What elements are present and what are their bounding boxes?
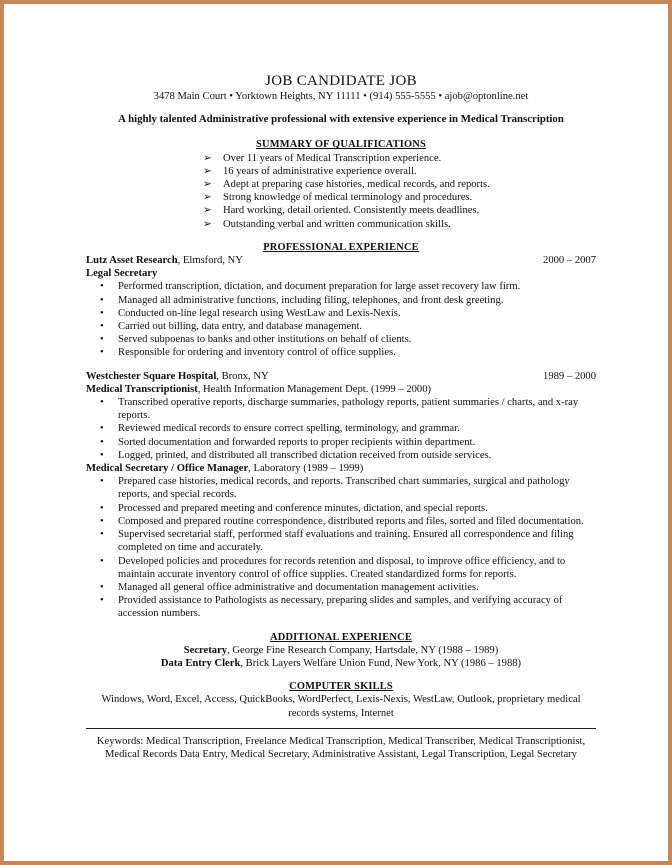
list-item: • Prepared case histories, medical records, and reports. Transcribed chart summaries, surgical and pathology reports, and special records.	[100, 476, 570, 501]
summary-list	[203, 152, 596, 231]
additional-line-1: Secretary, George Fine Research Company, Hartsdale, NY (1988 – 1989)	[183, 644, 499, 656]
list-item: ➢ Outstanding verbal and written communication skills.	[203, 218, 451, 230]
bullet-icon: •	[100, 502, 104, 514]
job2-role1-duties	[86, 396, 596, 462]
list-item: • Supervised secretarial staff, performed staff evaluations and training. Ensured all correspondence and filing completed on time and accurately.	[100, 529, 574, 554]
job-role: Legal Secretary	[86, 268, 158, 280]
summary-title: SUMMARY OF QUALIFICATIONS	[256, 139, 426, 151]
bullet-icon: •	[100, 449, 104, 461]
experience-title: PROFESSIONAL EXPERIENCE	[263, 241, 419, 253]
bullet-icon: •	[100, 281, 104, 293]
list-item: • Served subpoenas to banks and other institutions on behalf of clients.	[100, 334, 412, 346]
keywords	[86, 735, 596, 761]
bullet-icon: •	[100, 334, 104, 346]
list-item: • Carried out billing, data entry, and database management.	[100, 321, 363, 333]
additional-title: ADDITIONAL EXPERIENCE	[270, 631, 412, 643]
bullet-icon: •	[100, 423, 104, 435]
list-item: ➢ 16 years of administrative experience overall.	[203, 165, 417, 177]
bullet-icon: •	[100, 555, 104, 567]
job-role-detail: , Health Information Management Dept. (1999 – 2000)	[197, 383, 432, 395]
resume-document	[86, 72, 596, 761]
bullet-icon: •	[100, 307, 104, 319]
list-item: • Responsible for ordering and inventory control of office supplies.	[100, 347, 396, 359]
list-item: • Transcribed operative reports, discharge summaries, pathology reports, patient summaries / charts, and x-ray reports.	[100, 397, 579, 422]
arrow-bullet-icon: ➢	[203, 192, 212, 204]
arrow-bullet-icon: ➢	[203, 152, 212, 164]
bullet-icon: •	[100, 347, 104, 359]
divider	[86, 728, 596, 729]
list-item: • Provided assistance to Pathologists as necessary, preparing slides and samples, and verifying accuracy of accession numbers.	[100, 595, 563, 620]
job-role: Medical Transcriptionist	[86, 383, 198, 395]
job2-role2-duties	[86, 475, 596, 620]
keywords-line-1: Keywords: Medical Transcription, Freelance Medical Transcription, Medical Transcriber, Medical Transcriptionist,	[96, 735, 586, 747]
skills-title: COMPUTER SKILLS	[289, 681, 393, 693]
list-item: • Conducted on-line legal research using WestLaw and Lexis-Nexis.	[100, 307, 401, 319]
bullet-icon: •	[100, 294, 104, 306]
list-item: ➢ Over 11 years of Medical Transcription experience.	[203, 152, 442, 164]
bullet-icon: •	[100, 321, 104, 333]
company-location: , Elmsford, NY	[177, 255, 243, 267]
job-dates: 1989 – 2000	[543, 370, 596, 382]
bullet-icon: •	[100, 529, 104, 541]
company-name: Westchester Square Hospital	[86, 370, 217, 382]
job1-duties	[86, 280, 596, 359]
job-dates: 2000 – 2007	[543, 255, 596, 267]
job-role-line	[86, 383, 596, 396]
list-item: • Performed transcription, dictation, and document preparation for large asset recovery law firm.	[100, 281, 521, 293]
company-name: Lutz Asset Research	[86, 255, 178, 267]
company-location: , Bronx, NY	[216, 370, 269, 382]
job-role: Medical Secretary / Office Manager	[86, 463, 249, 475]
contact-line: 3478 Main Court • Yorktown Heights, NY 11111 • (914) 555-5555 • ajob@optonline.net	[153, 91, 529, 102]
bullet-icon: •	[100, 595, 104, 607]
bullet-icon: •	[100, 515, 104, 527]
skills-text: Windows, Word, Excel, Access, QuickBooks, WordPerfect, Lexis-Nexis, WestLaw, Outlook, proprietary medical records systems, Internet	[101, 694, 581, 719]
additional-line-2: Data Entry Clerk, Brick Layers Welfare Union Fund, New York, NY (1986 – 1988)	[160, 657, 522, 669]
bullet-icon: •	[100, 476, 104, 488]
arrow-bullet-icon: ➢	[203, 179, 212, 191]
job-header-westchester	[86, 370, 596, 383]
list-item: • Reviewed medical records to ensure correct spelling, terminology, and grammar.	[100, 423, 460, 435]
list-item: ➢ Adept at preparing case histories, medical records, and reports.	[203, 179, 490, 191]
list-item: • Composed and prepared routine correspondence, distributed reports and files, sorted and filed documentation.	[100, 515, 584, 527]
list-item: • Processed and prepared meeting and conference minutes, dictation, and special reports.	[100, 502, 488, 514]
bullet-icon: •	[100, 397, 104, 409]
keywords-line-2: Medical Records Data Entry, Medical Secretary, Administrative Assistant, Legal Transcription, Legal Secretary	[105, 748, 577, 760]
bullet-icon: •	[100, 581, 104, 593]
arrow-bullet-icon: ➢	[203, 205, 212, 217]
list-item: • Managed all general office administrative and documentation management activities.	[100, 581, 479, 593]
list-item: ➢ Strong knowledge of medical terminology and procedures.	[203, 192, 473, 204]
arrow-bullet-icon: ➢	[203, 165, 212, 177]
list-item: • Logged, printed, and distributed all transcribed dictation received from outside services.	[100, 449, 492, 461]
arrow-bullet-icon: ➢	[203, 218, 212, 230]
job-header-lutz	[86, 254, 596, 267]
list-item: • Developed policies and procedures for records retention and disposal, to improve office efficiency, and to maintain accurate inventory control of office supplies. Created standardized forms for reports.	[100, 555, 566, 580]
job-role-detail: , Laboratory (1989 – 1999)	[248, 463, 364, 475]
candidate-name: JOB CANDIDATE JOB	[265, 73, 417, 89]
job-role-line	[86, 462, 596, 475]
bullet-icon: •	[100, 436, 104, 448]
list-item: • Sorted documentation and forwarded reports to proper recipients within department.	[100, 436, 476, 448]
headline: A highly talented Administrative professional with extensive experience in Medical Transcription	[118, 113, 564, 126]
list-item: • Managed all administrative functions, including filing, telephones, and front desk greeting.	[100, 294, 504, 306]
list-item: ➢ Hard working, detail oriented. Consistently meets deadlines.	[203, 205, 480, 217]
